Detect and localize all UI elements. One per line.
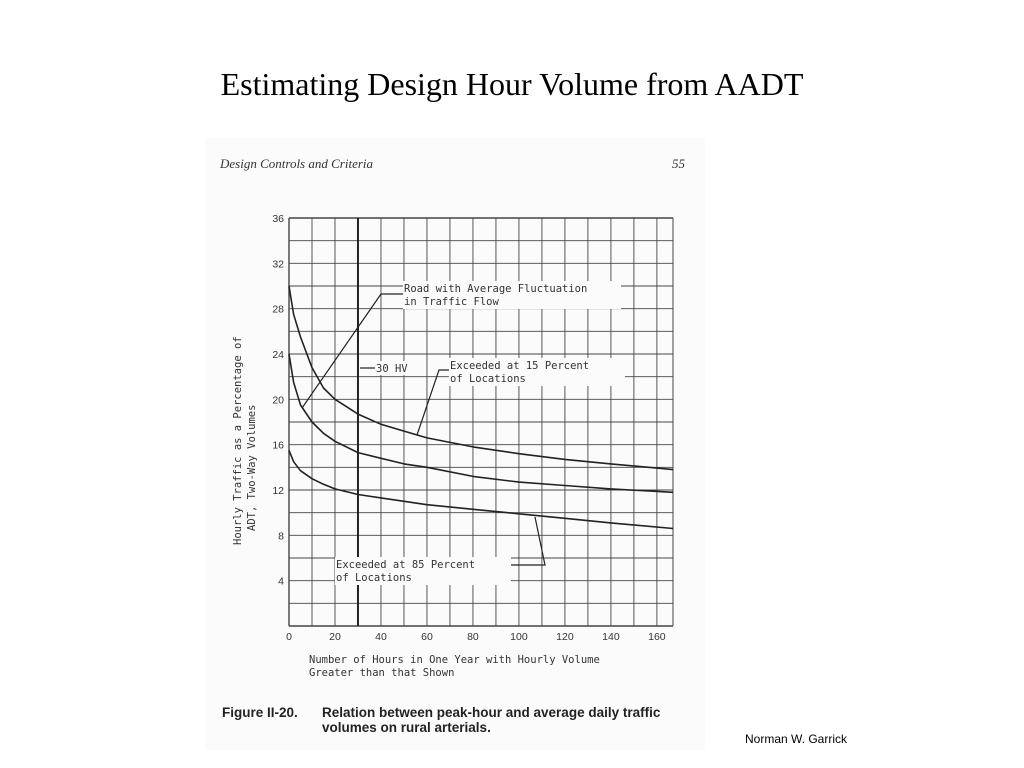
x-axis-label-line2: Greater than that Shown xyxy=(309,667,455,679)
x-axis-label-line1: Number of Hours in One Year with Hourly Volume xyxy=(309,654,600,666)
figure-caption xyxy=(222,705,692,735)
annotation-hv30: 30 HV xyxy=(376,363,408,375)
x-tick-label: 0 xyxy=(286,631,292,643)
annotation-e85-line2: of Locations xyxy=(336,572,412,584)
annotation-avg-line1: Road with Average Fluctuation xyxy=(404,283,588,295)
x-tick-label: 80 xyxy=(467,631,479,643)
y-tick-label: 28 xyxy=(272,303,284,316)
author-footer: Norman W. Garrick xyxy=(744,732,847,746)
book-section-header: Design Controls and Criteria xyxy=(220,156,374,171)
y-tick-label: 12 xyxy=(272,485,284,497)
annotation-e15-line1: Exceeded at 15 Percent xyxy=(450,360,590,372)
x-tick-label: 20 xyxy=(329,631,341,643)
figure-caption-text: Relation between peak-hour and average daily traffic volumes on rural arterials. xyxy=(322,705,661,735)
dhv-chart xyxy=(205,195,695,695)
y-tick-label: 32 xyxy=(272,258,284,271)
y-axis-label-line2: ADT, Two-Way Volumes xyxy=(246,404,258,531)
x-tick-label: 160 xyxy=(648,631,666,643)
annotation-e15-line2: of Locations xyxy=(450,373,526,385)
annotation-e85-line1: Exceeded at 85 Percent xyxy=(336,559,476,571)
annotation-avg-leader xyxy=(302,294,403,408)
x-tick-label: 40 xyxy=(375,631,387,643)
annotation-e15-leader xyxy=(417,370,449,435)
chart-curves xyxy=(289,286,673,529)
x-tick-label: 100 xyxy=(510,631,528,643)
x-tick-label: 140 xyxy=(602,631,620,643)
x-tick-label: 120 xyxy=(556,631,574,643)
y-tick-label: 36 xyxy=(272,213,284,225)
y-axis-label-line1: Hourly Traffic as a Percentage of xyxy=(232,336,244,545)
y-tick-label: 4 xyxy=(278,575,284,588)
figure-caption-label: Figure II-20. xyxy=(222,705,298,720)
chart-annotations xyxy=(302,281,625,585)
y-tick-label: 20 xyxy=(272,394,284,407)
book-page-number: 55 xyxy=(672,156,685,171)
y-tick-label: 16 xyxy=(272,439,284,452)
slide-title: Estimating Design Hour Volume from AADT xyxy=(220,66,804,102)
annotation-avg-line2: in Traffic Flow xyxy=(404,296,499,308)
y-tick-label: 24 xyxy=(272,349,284,361)
y-tick-label: 8 xyxy=(278,530,284,543)
x-tick-label: 60 xyxy=(421,631,433,643)
